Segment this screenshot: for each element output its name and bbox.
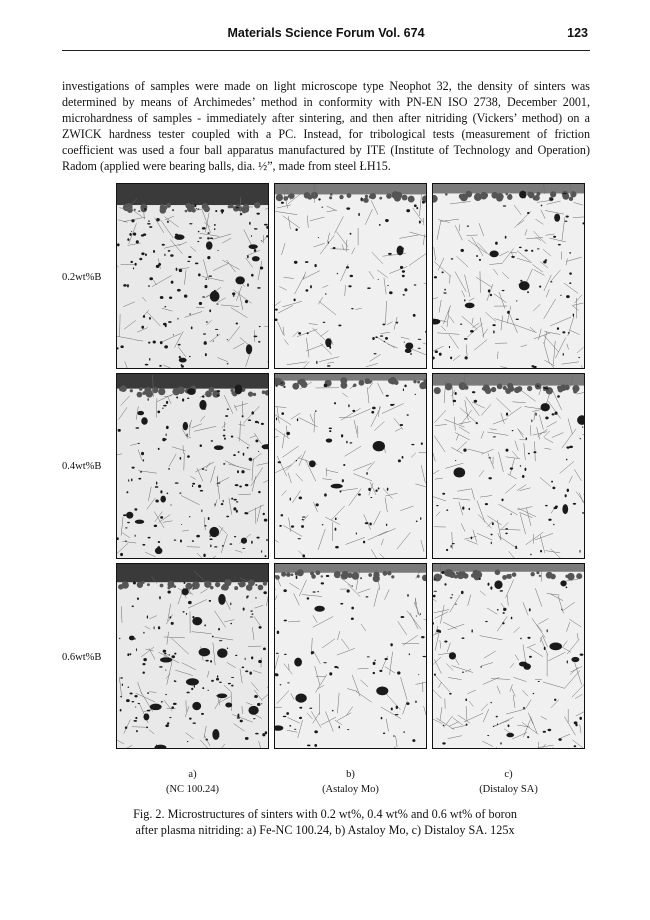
micrograph-b-0.6wtB (274, 563, 427, 749)
row-label-0.2wtB: 0.2wt%B (62, 272, 102, 283)
page-number: 123 (567, 26, 588, 40)
micrograph-a-0.2wtB (116, 183, 269, 369)
column-material-c: (Distaloy SA) (479, 784, 538, 795)
column-letter-b: b) (346, 769, 355, 780)
row-label-0.4wtB: 0.4wt%B (62, 461, 102, 472)
column-letter-c: c) (504, 769, 513, 780)
column-label-b (274, 767, 427, 797)
column-material-b: (Astaloy Mo) (322, 784, 379, 795)
figure-caption-line-2: after plasma nitriding: a) Fe-NC 100.24, b) Astaloy Mo, c) Distaloy SA. 125x (135, 823, 515, 837)
micrograph-b-0.4wtB (274, 373, 427, 559)
column-letter-a: a) (188, 769, 197, 780)
micrograph-c-0.2wtB (432, 183, 585, 369)
journal-title: Materials Science Forum Vol. 674 (227, 26, 425, 40)
column-label-a (116, 767, 269, 797)
micrograph-c-0.4wtB (432, 373, 585, 559)
column-material-a: (NC 100.24) (165, 784, 220, 795)
micrograph-c-0.6wtB (432, 563, 585, 749)
micrograph-b-0.2wtB (274, 183, 427, 369)
figure-caption (90, 806, 560, 838)
micrograph-a-0.6wtB (116, 563, 269, 749)
page-header (62, 22, 590, 51)
row-label-0.6wtB: 0.6wt%B (62, 652, 102, 663)
micrograph-a-0.4wtB (116, 373, 269, 559)
body-paragraph: investigations of samples were made on light microscope type Neophot 32, the density of sinters was determined by means of Archimedes’ method in conformity with PN-EN ISO 2738, December 2001, microhardness of samples - immediately after sintering, and then after nitriding (Vickers’ method) on a ZWICK hardness tester coupled with a PC. Instead, for tribological tests (measurement of friction coefficient was used a four ball apparatus manufactured by ITE (Institute of Technology and Operation) Radom (applied were bearing balls, dia. ½”, made from steel ŁH15. (62, 79, 590, 174)
figure-caption-line-1: Fig. 2. Microstructures of sinters with 0.2 wt%, 0.4 wt% and 0.6 wt% of boron (133, 807, 517, 821)
column-label-c (432, 767, 585, 797)
